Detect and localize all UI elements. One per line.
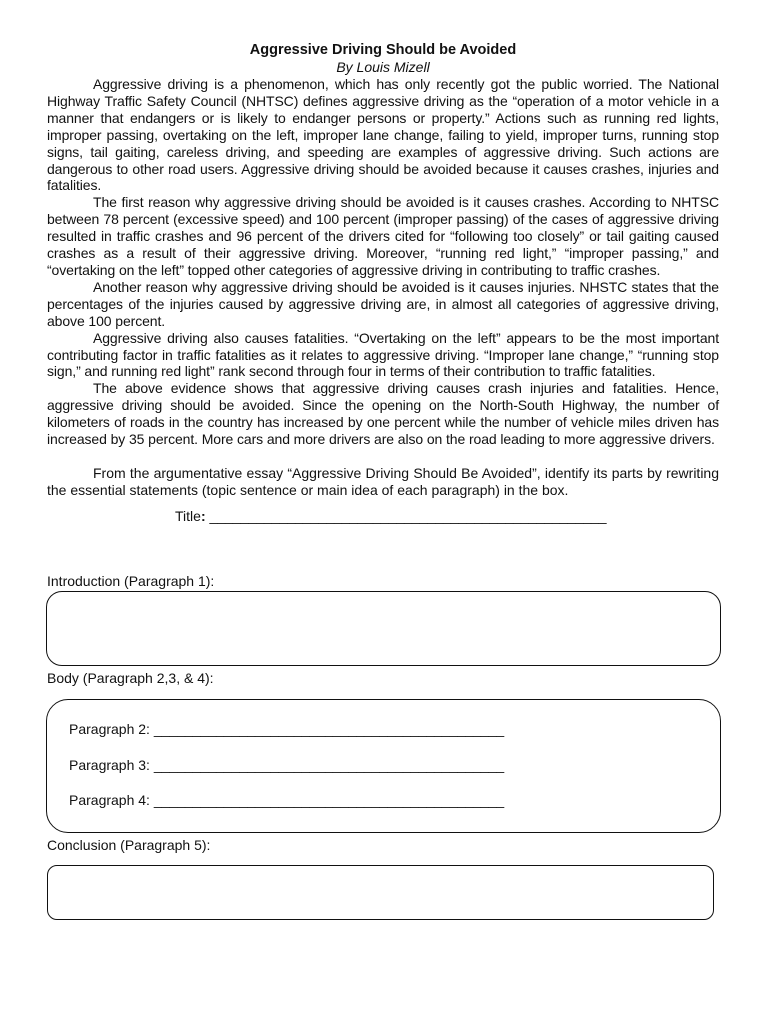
worksheet-instructions: From the argumentative essay “Aggressive Driving Should Be Avoided”, identify its parts by rewriting the essential statements (topic sentence or main idea of each paragraph) in the box. (47, 464, 719, 498)
essay-page (47, 42, 719, 525)
body-label: Body (Paragraph 2,3, & 4): (47, 670, 214, 686)
essay-paragraph-1: Aggressive driving is a phenomenon, which has only recently got the public worried. The National Highway Traffic Safety Council (NHTSC) defines aggressive driving as the “operation of a motor vehicle in a manner that endangers or is likely to endanger persons or property.” Actions such as running red lights, improper passing, overtaking on the left, improper lane change, failing to yield, improper turns, running stop signs, tail gaiting, careless driving, and speeding are examples of aggressive driving. Such actions are dangerous to other road users. Aggressive driving should be avoided because it causes crashes, injuries and fatalities. (47, 76, 719, 194)
title-blank: ___________________________________________________ (205, 507, 607, 524)
paragraph-4-answer-line[interactable]: Paragraph 4: _____________________________________________ (69, 792, 505, 808)
body-answer-box[interactable] (46, 699, 721, 833)
essay-paragraph-5: The above evidence shows that aggressive driving causes crash injuries and fatalities. Hence, aggressive driving should be avoided. Since the opening on the North-South Highway, the number of kilometers of roads in the country has increased by one percent while the number of vehicle miles driven has increased by 35 percent. More cars and more drivers are also on the road leading to more aggressive drivers. (47, 380, 719, 448)
essay-paragraph-2: The first reason why aggressive driving should be avoided is it causes crashes. According to NHTSC between 78 percent (excessive speed) and 100 percent (improper passing) of the cases of aggressive driving resulted in traffic crashes and 96 percent of the drivers cited for “following too closely” or tail gaiting caused crashes as a result of their aggressive driving. Moreover, “running red light,” “improper passing,” and “overtaking on the left” topped other categories of aggressive driving in contributing to traffic crashes. (47, 194, 719, 278)
introduction-answer-box[interactable] (46, 591, 721, 666)
conclusion-answer-box[interactable] (47, 865, 714, 920)
introduction-label: Introduction (Paragraph 1): (47, 573, 215, 589)
essay-paragraph-4: Aggressive driving also causes fatalities. “Overtaking on the left” appears to be the most important contributing factor in traffic fatalities as it relates to aggressive driving. “Improper lane change,” “running stop sign,” and running red light” rank second through four in terms of their contribution to traffic fatalities. (47, 329, 719, 380)
paragraph-3-answer-line[interactable]: Paragraph 3: _____________________________________________ (69, 757, 505, 773)
title-answer-line[interactable] (175, 508, 719, 525)
title-colon: : (200, 507, 206, 524)
paragraph-2-answer-line[interactable]: Paragraph 2: _____________________________________________ (69, 721, 505, 737)
essay-paragraph-3: Another reason why aggressive driving should be avoided is it causes injuries. NHSTC states that the percentages of the injuries caused by aggressive driving are, in almost all categories of aggressive driving, above 100 percent. (47, 278, 719, 329)
essay-title: Aggressive Driving Should be Avoided (249, 42, 517, 58)
conclusion-label: Conclusion (Paragraph 5): (47, 837, 211, 853)
title-label: Title (175, 507, 201, 524)
essay-byline: By Louis Mizell (336, 59, 430, 75)
